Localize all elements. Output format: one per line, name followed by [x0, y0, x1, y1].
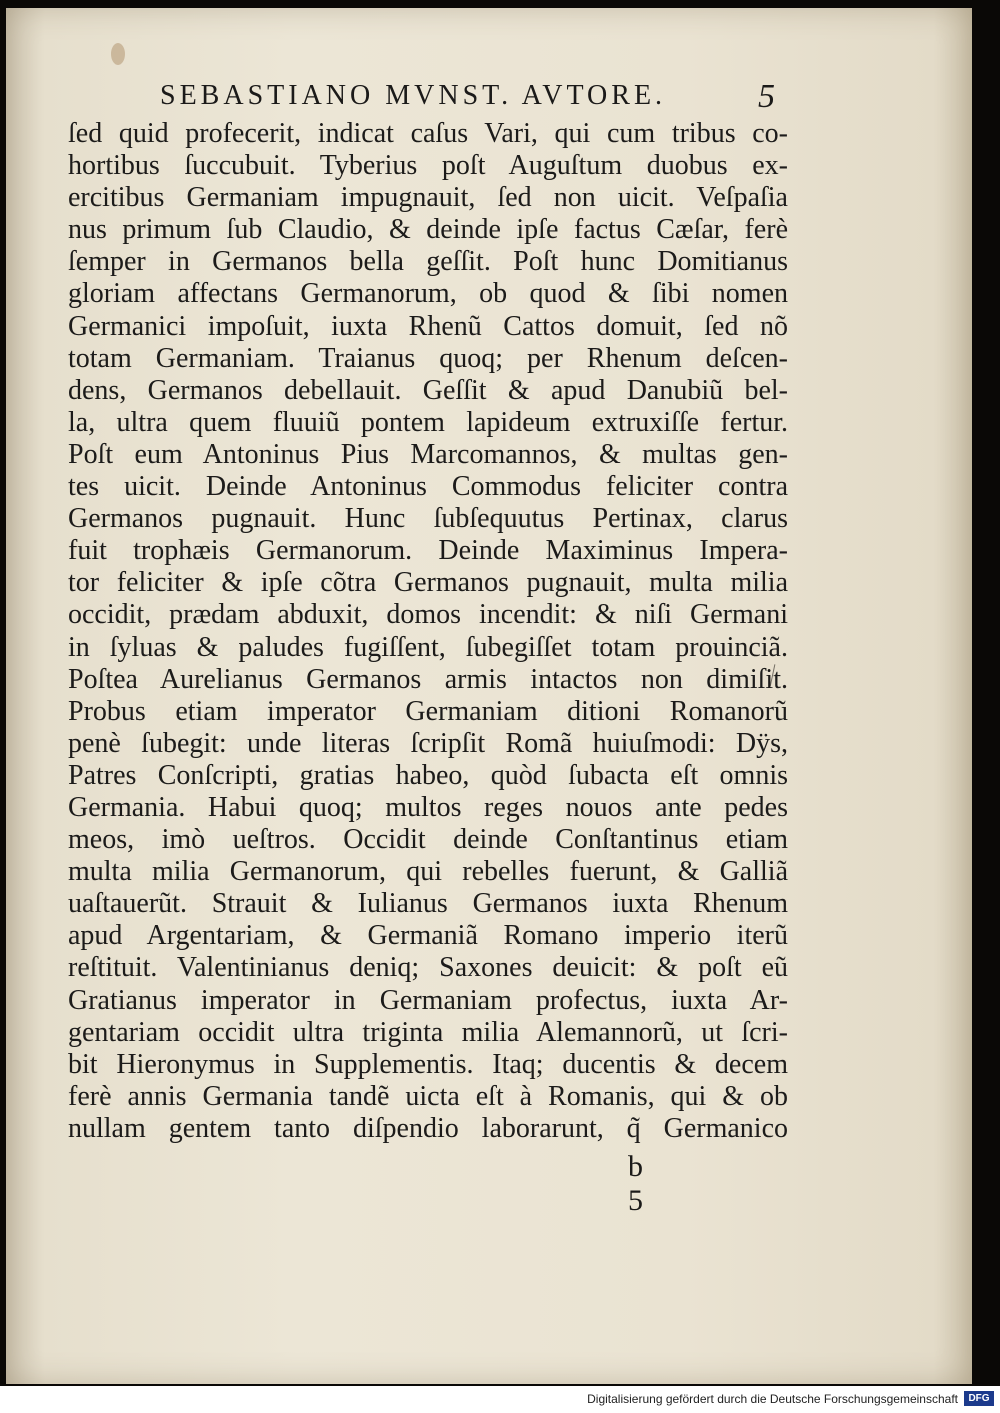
signature-mark: b 5 — [628, 1150, 659, 1217]
text-line: penè ſubegit: unde literas ſcripſit Romã huiuſmodi: Dÿs, — [68, 727, 788, 759]
text-line: bit Hieronymus in Supplementis. Itaq; ducentis & decem — [68, 1048, 788, 1080]
text-line: gentariam occidit ultra triginta milia Alemannorũ, ut ſcri- — [68, 1016, 788, 1048]
text-line: fuit trophæis Germanorum. Deinde Maximinus Impera- — [68, 535, 788, 567]
text-line: Probus etiam imperator Germaniam ditioni Romanorũ — [68, 695, 788, 727]
text-line: ferè annis Germania tandẽ uicta eſt à Romanis, qui & ob — [68, 1080, 788, 1112]
text-line: hortibus ſuccubuit. Tyberius poſt Auguſtum duobus ex- — [68, 150, 788, 182]
body-text — [68, 118, 788, 1145]
footer-bar — [0, 1386, 1000, 1413]
running-title: SEBASTIANO MVNST. AVTORE. — [160, 80, 667, 111]
text-line: Germanici impoſuit, iuxta Rhenũ Cattos domuit, ſed nõ — [68, 310, 788, 342]
text-line: nus primum ſub Claudio, & deinde ipſe factus Cæſar, ferè — [68, 214, 788, 246]
text-line: tes uicit. Deinde Antoninus Commodus feliciter contra — [68, 471, 788, 503]
text-line: Poſtea Aurelianus Germanos armis intactos non dimiſit. — [68, 663, 788, 695]
text-line: ercitibus Germaniam impugnauit, ſed non uicit. Veſpaſia — [68, 182, 788, 214]
text-line: gloriam affectans Germanorum, ob quod & ſibi nomen — [68, 278, 788, 310]
text-line: apud Argentariam, & Germaniã Romano imperio iterũ — [68, 920, 788, 952]
text-line: nullam gentem tanto diſpendio laborarunt, q̃ Germanico — [68, 1112, 788, 1144]
page-number: 5 — [758, 78, 775, 115]
text-line: uaſtauerũt. Strauit & Iulianus Germanos iuxta Rhenum — [68, 888, 788, 920]
text-line: ſemper in Germanos bella geſſit. Poſt hunc Domitianus — [68, 246, 788, 278]
text-line: multa milia Germanorum, qui rebelles fuerunt, & Galliã — [68, 856, 788, 888]
text-line: la, ultra quem fluuiũ pontem lapideum extruxiſſe fertur. — [68, 406, 788, 438]
text-line: Patres Conſcripti, gratias habeo, quòd ſubacta eſt omnis — [68, 759, 788, 791]
funding-credit: Digitalisierung gefördert durch die Deutsche Forschungsgemeinschaft — [587, 1392, 958, 1406]
dfg-logo-icon: DFG — [964, 1391, 994, 1406]
text-line: in ſyluas & paludes fugiſſent, ſubegiſſet totam prouinciã. — [68, 631, 788, 663]
text-line: ſed quid profecerit, indicat caſus Vari, qui cum tribus co- — [68, 118, 788, 149]
text-line: occidit, prædam abduxit, domos incendit: & niſi Germani — [68, 599, 788, 631]
bleed-through-mark — [51, 1161, 131, 1175]
text-line: Gratianus imperator in Germaniam profectus, iuxta Ar- — [68, 984, 788, 1016]
text-line: Germanos pugnauit. Hunc ſubſequutus Pertinax, clarus — [68, 503, 788, 535]
text-line: tor feliciter & ipſe cõtra Germanos pugnauit, multa milia — [68, 567, 788, 599]
text-line: Germania. Habui quoq; multos reges nouos ante pedes — [68, 791, 788, 823]
text-line: meos, imò ueſtros. Occidit deinde Conſtantinus etiam — [68, 824, 788, 856]
text-line: totam Germaniam. Traianus quoq; per Rhenum deſcen- — [68, 342, 788, 374]
ink-stain — [111, 43, 125, 65]
text-line: Poſt eum Antoninus Pius Marcomannos, & multas gen- — [68, 438, 788, 470]
text-line: dens, Germanos debellauit. Geſſit & apud Danubiũ bel- — [68, 374, 788, 406]
text-line: reſtituit. Valentinianus deniq; Saxones deuicit: & poſt eũ — [68, 952, 788, 984]
